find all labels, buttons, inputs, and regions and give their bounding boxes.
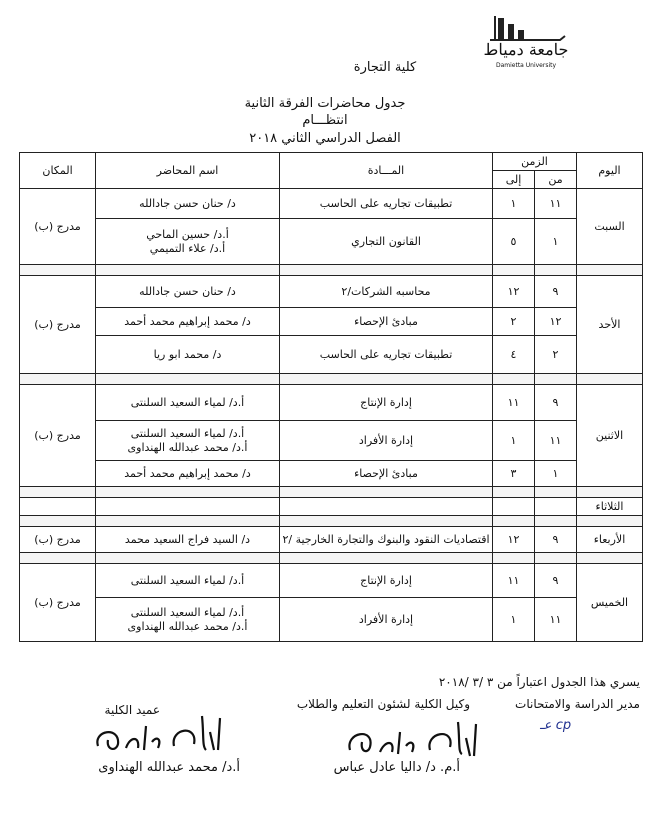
to-cell: ٥ — [493, 219, 535, 265]
lecturer-name: د/ محمد إبراهيم محمد أحمد — [124, 314, 251, 328]
separator-row — [20, 374, 643, 385]
subject-cell: القانون التجاري — [280, 219, 493, 265]
handwritten-note: عـ cp — [540, 718, 572, 733]
day-cell: السبت — [577, 189, 643, 265]
vice-dean-name: أ.م. د/ داليا عادل عباس — [333, 760, 460, 775]
to-cell: ١ — [493, 421, 535, 461]
lecturer-cell — [96, 385, 280, 421]
subject-cell: محاسبه الشركات/٢ — [280, 276, 493, 308]
schedule-table — [19, 152, 643, 642]
lecturer-name: أ.د/ لمياء السعيد السلنتى — [130, 573, 245, 587]
day-cell: الأربعاء — [577, 527, 643, 553]
subject-cell: مبادئ الإحصاء — [280, 308, 493, 336]
lecturer-name: أ.د/ محمد عبدالله الهنداوى — [127, 619, 248, 633]
table-row — [20, 308, 643, 336]
from-cell: ٩ — [535, 385, 577, 421]
vice-dean-signature-icon — [340, 712, 500, 762]
day-cell: الثلاثاء — [577, 498, 643, 516]
to-cell: ١ — [493, 189, 535, 219]
logo-arabic-text: جامعة دمياط — [483, 40, 569, 59]
day-cell: الأحد — [577, 276, 643, 374]
table-row — [20, 498, 643, 516]
lecturer-cell — [96, 598, 280, 642]
separator-row — [20, 265, 643, 276]
separator-row — [20, 487, 643, 498]
from-cell: ١ — [535, 461, 577, 487]
place-cell: مدرج (ب) — [20, 527, 96, 553]
separator-row — [20, 553, 643, 564]
lecturer-cell — [96, 421, 280, 461]
lecturer-cell — [96, 461, 280, 487]
to-cell: ٤ — [493, 336, 535, 374]
from-cell: ١١ — [535, 189, 577, 219]
lecturer-name: د/ حنان حسن جادالله — [139, 196, 236, 210]
from-cell: ١١ — [535, 421, 577, 461]
header-to: إلى — [493, 171, 535, 189]
place-cell: مدرج (ب) — [20, 385, 96, 487]
table-row — [20, 336, 643, 374]
subject-cell: إدارة الأفراد — [280, 598, 493, 642]
subject-cell: اقتصاديات النقود والبنوك والتجارة الخارجية /٢ — [280, 527, 493, 553]
lecturer-cell — [96, 219, 280, 265]
to-cell: ١٢ — [493, 527, 535, 553]
table-row — [20, 276, 643, 308]
university-logo — [470, 14, 570, 72]
to-cell: ١١ — [493, 564, 535, 598]
header-time: الزمن — [493, 153, 577, 171]
subject-cell: تطبيقات تجاريه على الحاسب — [280, 336, 493, 374]
place-cell: مدرج (ب) — [20, 564, 96, 642]
director-title: مدير الدراسة والامتحانات — [515, 697, 640, 711]
separator-row — [20, 516, 643, 527]
to-cell: ٢ — [493, 308, 535, 336]
lecturer-cell — [96, 276, 280, 308]
schedule-title: جدول محاضرات الفرقة الثانية — [244, 96, 406, 111]
header-day: اليوم — [577, 153, 643, 189]
from-cell: ١٢ — [535, 308, 577, 336]
table-row — [20, 527, 643, 553]
from-cell: ٩ — [535, 564, 577, 598]
subject-cell: مبادئ الإحصاء — [280, 461, 493, 487]
lecturer-cell — [96, 189, 280, 219]
to-cell: ١٢ — [493, 276, 535, 308]
header-subject: المـــادة — [280, 153, 493, 189]
table-row — [20, 219, 643, 265]
lecturer-cell — [96, 527, 280, 553]
lecturer-name: د/ محمد ابو ريا — [153, 347, 222, 361]
header-place: المكان — [20, 153, 96, 189]
lecturer-name: أ.د/ لمياء السعيد السلنتى — [130, 605, 245, 619]
lecturer-name: أ.د/ محمد عبدالله الهنداوى — [127, 440, 248, 454]
vice-dean-title: وكيل الكلية لشئون التعليم والطلاب — [296, 697, 470, 711]
subject-cell: إدارة الإنتاج — [280, 385, 493, 421]
subject-cell: إدارة الأفراد — [280, 421, 493, 461]
lecturer-cell — [96, 308, 280, 336]
faculty-name: كلية التجارة — [353, 60, 417, 75]
table-row — [20, 564, 643, 598]
schedule-semester: الفصل الدراسي الثاني ٢٠١٨ — [249, 131, 401, 146]
lecturer-name: د/ حنان حسن جادالله — [139, 284, 236, 298]
dean-title: عميد الكلية — [104, 703, 160, 717]
lecturer-cell — [96, 336, 280, 374]
schedule-mode: انتظـــام — [302, 113, 348, 128]
lecturer-name: أ.د/ لمياء السعيد السلنتى — [130, 395, 245, 409]
header-from: من — [535, 171, 577, 189]
from-cell: ١١ — [535, 598, 577, 642]
lecturer-name: د/ محمد إبراهيم محمد أحمد — [124, 466, 251, 480]
to-cell: ١ — [493, 598, 535, 642]
from-cell: ٢ — [535, 336, 577, 374]
from-cell: ٩ — [535, 527, 577, 553]
from-cell: ١ — [535, 219, 577, 265]
table-row — [20, 421, 643, 461]
lecturer-name: أ.د/ حسين الماحي — [146, 227, 229, 241]
from-cell: ٩ — [535, 276, 577, 308]
subject-cell: إدارة الإنتاج — [280, 564, 493, 598]
table-row — [20, 461, 643, 487]
lecturer-cell — [96, 564, 280, 598]
table-row — [20, 385, 643, 421]
dean-signature-icon — [90, 708, 240, 758]
header-lecturer: اسم المحاضر — [96, 153, 280, 189]
to-cell: ٣ — [493, 461, 535, 487]
table-row — [20, 189, 643, 219]
subject-cell: تطبيقات تجاريه على الحاسب — [280, 189, 493, 219]
table-row — [20, 598, 643, 642]
lecturer-name: أ.د/ لمياء السعيد السلنتى — [130, 426, 245, 440]
lecturer-name: د/ السيد فراج السعيد محمد — [124, 532, 251, 546]
to-cell: ١١ — [493, 385, 535, 421]
validity-note: يسري هذا الجدول اعتباراً من ٣ /٣ /٢٠١٨ — [438, 675, 640, 689]
dean-name: أ.د/ محمد عبدالله الهنداوى — [98, 760, 240, 775]
place-cell: مدرج (ب) — [20, 276, 96, 374]
day-cell: الخميس — [577, 564, 643, 642]
lecturer-name: أ.د/ علاء التميمي — [149, 241, 226, 255]
place-cell: مدرج (ب) — [20, 189, 96, 265]
logo-english-text: Damietta University — [495, 62, 557, 69]
day-cell: الاثنين — [577, 385, 643, 487]
